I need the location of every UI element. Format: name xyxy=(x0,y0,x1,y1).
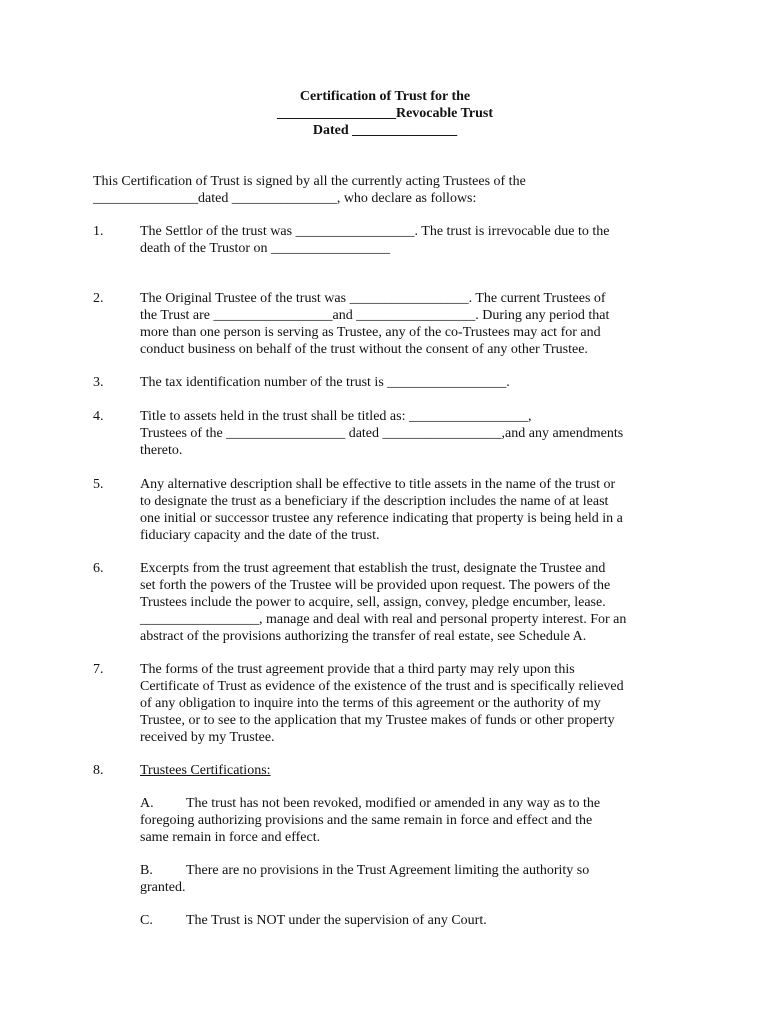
item-line: Excerpts from the trust agreement that establish the trust, designate the Trustee and xyxy=(140,561,606,576)
item-line: death of the Trustor on _________________ xyxy=(140,241,391,256)
item-line: one initial or successor trustee any reference indicating that property is being held in a xyxy=(140,511,623,526)
intro-line: _______________dated _______________, who declare as follows: xyxy=(93,191,477,206)
certification-letter: A. xyxy=(140,796,154,811)
certification-line: The trust has not been revoked, modified or amended in any way as to the xyxy=(186,796,601,811)
item-line: Trustee, or to see to the application that my Trustee makes of funds or other property xyxy=(140,713,615,728)
certification-line: foregoing authorizing provisions and the same remain in force and effect and the xyxy=(140,813,593,828)
title-line-1: Certification of Trust for the xyxy=(299,89,471,104)
item-line: received by my Trustee. xyxy=(140,730,275,745)
item-line: to designate the trust as a beneficiary if the description includes the name of at least xyxy=(140,494,609,509)
document-title xyxy=(0,88,770,139)
item-line: The forms of the trust agreement provide that a third party may rely upon this xyxy=(140,662,575,677)
item-line: Trustees of the _________________ dated _________________,and any amendments xyxy=(140,426,624,441)
certification-line: granted. xyxy=(140,880,186,895)
certification-item xyxy=(140,862,677,896)
item-line: of any obligation to inquire into the terms of this agreement or the authority of my xyxy=(140,696,601,711)
certification-item xyxy=(140,912,677,929)
item-line: set forth the powers of the Trustee will be provided upon request. The powers of the xyxy=(140,578,611,593)
certification-letter: C. xyxy=(140,913,153,928)
item-line: _________________, manage and deal with real and personal property interest. For an xyxy=(140,612,627,627)
title-line-2: _________________Revocable Trust xyxy=(276,106,494,121)
item-line: The tax identification number of the trust is _________________. xyxy=(140,375,510,390)
item-line: fiduciary capacity and the date of the trust. xyxy=(140,528,380,543)
item-line: Certificate of Trust as evidence of the existence of the trust and is specifically relieved xyxy=(140,679,624,694)
intro-paragraph xyxy=(93,173,683,207)
list-item xyxy=(93,476,683,544)
item-number: 2. xyxy=(93,291,104,306)
certification-line: There are no provisions in the Trust Agreement limiting the authority so xyxy=(186,863,590,878)
certification-line: The Trust is NOT under the supervision of any Court. xyxy=(186,913,487,928)
item-line: abstract of the provisions authorizing the transfer of real estate, see Schedule A. xyxy=(140,629,587,644)
certifications-heading: Trustees Certifications: xyxy=(140,763,271,778)
certification-letter: B. xyxy=(140,863,153,878)
item-line: Any alternative description shall be effective to title assets in the name of the trust or xyxy=(140,477,616,492)
item-line: thereto. xyxy=(140,443,183,458)
list-item xyxy=(93,408,683,459)
item-line: Title to assets held in the trust shall be titled as: _________________, xyxy=(140,409,532,424)
item-line: conduct business on behalf of the trust without the consent of any other Trustee. xyxy=(140,342,588,357)
item-number: 7. xyxy=(93,662,104,677)
item-number: 3. xyxy=(93,375,104,390)
item-line: Trustees include the power to acquire, sell, assign, convey, pledge encumber, lease. xyxy=(140,595,606,610)
list-item xyxy=(93,560,683,645)
list-item xyxy=(93,661,683,746)
title-line-3: Dated _______________ xyxy=(312,123,458,138)
item-number: 4. xyxy=(93,409,104,424)
list-item xyxy=(93,223,683,257)
item-number: 5. xyxy=(93,477,104,492)
item-line: more than one person is serving as Trustee, any of the co-Trustees may act for and xyxy=(140,325,601,340)
list-item xyxy=(93,290,683,358)
item-number: 8. xyxy=(93,763,104,778)
list-item xyxy=(93,374,683,391)
item-line: The Settlor of the trust was _________________. The trust is irrevocable due to the xyxy=(140,224,610,239)
item-line: the Trust are _________________and _________________. During any period that xyxy=(140,308,610,323)
intro-line: This Certification of Trust is signed by all the currently acting Trustees of the xyxy=(93,174,526,189)
certification-item xyxy=(140,795,677,846)
list-item xyxy=(93,762,683,779)
item-number: 6. xyxy=(93,561,104,576)
item-number: 1. xyxy=(93,224,104,239)
item-line: The Original Trustee of the trust was _________________. The current Trustees of xyxy=(140,291,606,306)
certification-line: same remain in force and effect. xyxy=(140,830,321,845)
